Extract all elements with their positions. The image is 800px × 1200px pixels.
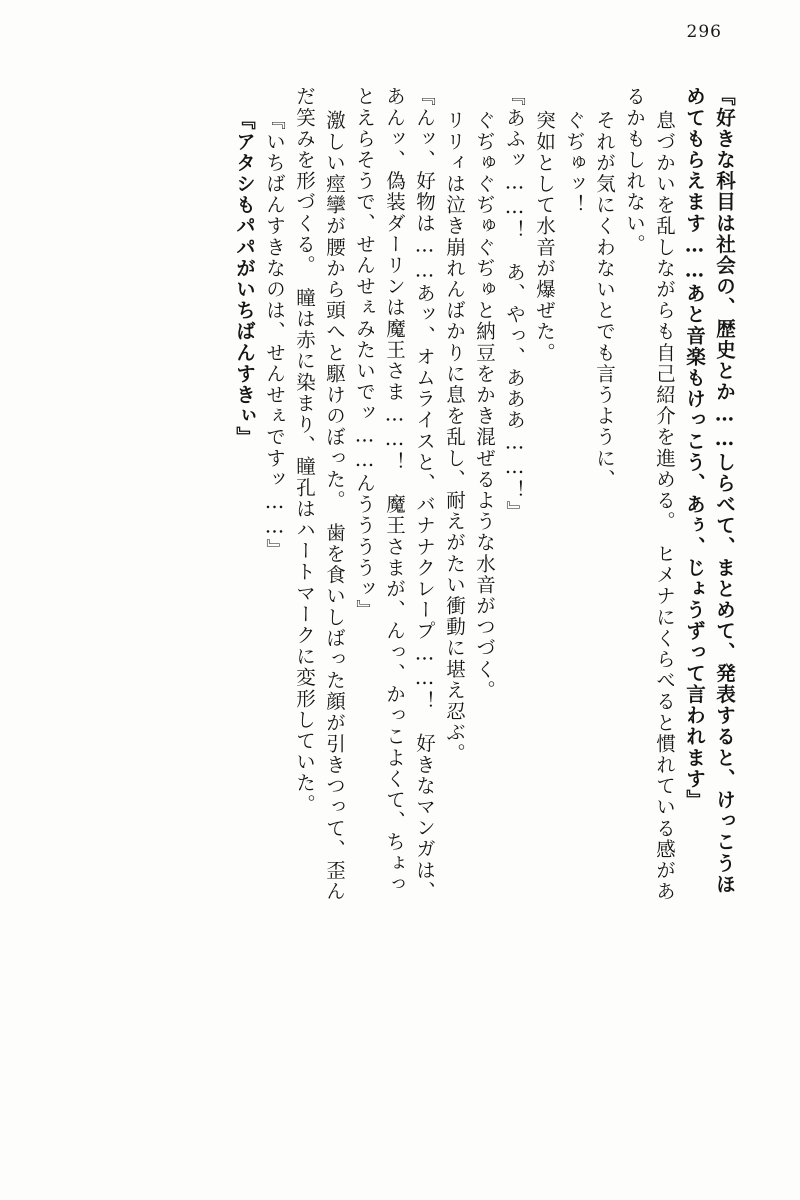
text-line: とえらそうで、せんせぇみたいでッ……んううううッ』	[353, 86, 376, 621]
text-line: 『いちばんすきなのは、せんせぇですッ……』	[263, 110, 286, 561]
text-line: 『んッ、好物は……あッ、オムライスと、バナナクレープ……！ 好きなマンガは、	[413, 86, 436, 902]
text-line: 激しい痙攣が腰から頭へと駆けのぼった。 歯を食いしばった顔が引きつって、歪ん	[323, 110, 346, 903]
text-line: あんッ、偽装ダーリンは魔王さま……！ 魔王さまが、んっ、かっこよくて、ちょっ	[383, 86, 406, 895]
text-line: めてもらえます……あと音楽もけっこう、あぅ、じょうずって言われます』	[683, 86, 706, 811]
text-line: 息づかいを乱しながらも自己紹介を進める。 ヒメナにくらべると慣れている感があ	[653, 110, 676, 903]
text-line: るかもしれない。	[623, 86, 646, 255]
vertical-text-body	[60, 86, 734, 1126]
text-line: ぐぢゅぐぢゅぐぢゅと納豆をかき混ぜるような水音がつづく。	[473, 110, 496, 701]
text-line: 『あふッ……！ あ、やっ、あああ……！』	[503, 86, 526, 522]
text-line: ぐぢゅッ！	[563, 110, 586, 216]
text-line: だ笑みを形づくる。 瞳は赤に染まり、瞳孔はハートマークに変形していた。	[293, 86, 316, 815]
text-line: 突如として水音が爆ぜた。	[533, 110, 556, 364]
page-number: 296	[686, 22, 722, 42]
text-line: リリィは泣き崩れんばかりに息を乱し、耐えがたい衝動に堪え忍ぶ。	[443, 110, 466, 765]
text-line: 『アタシもパパがいちばんすきぃ』	[233, 110, 256, 448]
text-line: それが気にくわないとでも言うように、	[593, 110, 616, 490]
text-line: 『好きな科目は社会の、歴史とか……しらべて、まとめて、発表すると、けっこうほ	[713, 86, 736, 895]
